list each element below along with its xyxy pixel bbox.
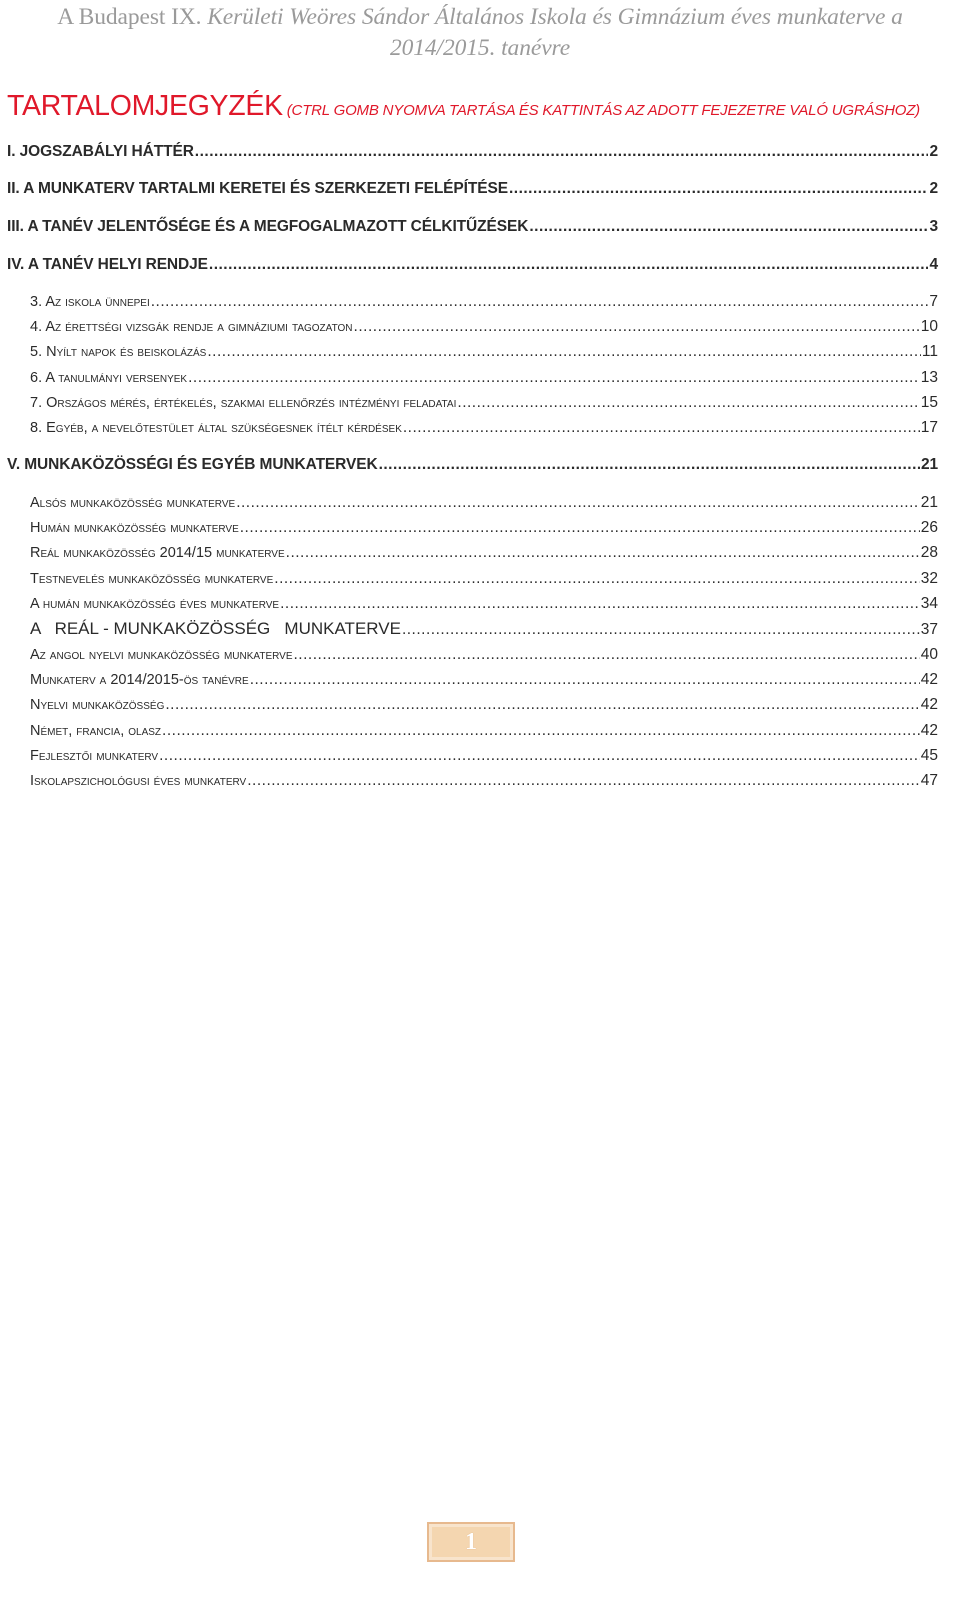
toc-entry-page: 37 (920, 621, 938, 638)
toc-entry-nyelvi-munkakozosseg[interactable] (30, 696, 938, 714)
toc-entry-real-munkakozosseg-2014[interactable] (30, 544, 938, 562)
toc-entry-human-munkakozosseg[interactable] (30, 519, 938, 537)
toc-dot-leader (165, 696, 919, 714)
toc-dot-leader (379, 456, 920, 474)
toc-dot-leader (509, 180, 929, 198)
toc-heading-title: TARTALOMJEGYZÉK (7, 90, 283, 122)
toc-entry-page: 32 (920, 570, 938, 587)
toc-entry-page: 34 (920, 595, 938, 612)
toc-entry-page: 47 (920, 772, 938, 789)
toc-dot-leader (247, 772, 920, 790)
toc-entry-page: 13 (920, 369, 938, 386)
toc-entry-text: Nyelvi munkaközösség (30, 697, 165, 713)
toc-entry-page: 40 (920, 646, 938, 663)
toc-dot-leader (151, 293, 929, 311)
toc-entry-page: 28 (920, 544, 938, 561)
toc-entry-human-eves-munkaterv[interactable] (30, 595, 938, 613)
toc-entry-text: Humán munkaközösség munkaterve (30, 520, 239, 536)
toc-dot-leader (209, 256, 929, 274)
toc-dot-leader (240, 519, 920, 537)
toc-entry-page: 45 (920, 747, 938, 764)
toc-dot-leader (354, 318, 920, 336)
toc-entry-munkaterv-2014-2015[interactable] (30, 671, 938, 689)
toc-entry-text: A humán munkaközösség éves munkaterve (30, 596, 280, 612)
toc-entry-text: 8. Egyéb, a nevelőtestület által szükségesnek ítélt kérdések (30, 420, 402, 436)
toc-entry-page: 42 (920, 696, 938, 713)
toc-entry-page: 15 (920, 394, 938, 411)
toc-entry-text: A REÁL - MUNKAKÖZÖSSÉG MUNKATERVE (30, 619, 401, 638)
toc-dot-leader (159, 747, 920, 765)
toc-entry-nyilt-napok[interactable] (30, 343, 938, 361)
toc-entry-testneveles-munkakozosseg[interactable] (30, 570, 938, 588)
toc-dot-leader (236, 494, 920, 512)
toc-entry-tanulmanyi-versenyek[interactable] (30, 369, 938, 387)
toc-entry-page: 21 (920, 456, 938, 473)
toc-entry-page: 11 (921, 343, 938, 360)
toc-dot-leader (294, 646, 920, 664)
document-header (0, 2, 960, 64)
toc-entry-page: 2 (929, 143, 938, 160)
header-line-1 (0, 2, 960, 33)
toc-entry-page: 10 (920, 318, 938, 335)
toc-entry-page: 17 (920, 419, 938, 436)
toc-entry-text: 6. A tanulmányi versenyek (30, 370, 188, 386)
toc-entry-text: 5. Nyílt napok és beiskolázás (30, 344, 207, 360)
toc-dot-leader (207, 343, 921, 361)
toc-entry-real-munkakozosseg[interactable] (30, 619, 938, 639)
toc-entry-iskola-unnepei[interactable] (30, 293, 938, 311)
toc-entry-text: II. A MUNKATERV TARTALMI KERETEI ÉS SZERKEZETI FELÉPÍTÉSE (7, 180, 508, 197)
toc-entry-page: 42 (920, 722, 938, 739)
toc-entry-alsos-munkakozosseg[interactable] (30, 494, 938, 512)
toc-entry-jogszabalyi-hatter[interactable] (7, 143, 938, 161)
toc-heading (7, 90, 957, 123)
toc-entry-munkakozossegi-munkatervek[interactable] (7, 456, 938, 474)
toc-entry-text: 3. Az iskola ünnepei (30, 294, 150, 310)
toc-entry-nemet-francia-olasz[interactable] (30, 722, 938, 740)
toc-entry-text: V. MUNKAKÖZÖSSÉGI ÉS EGYÉB MUNKATERVEK (7, 456, 378, 473)
page-number-box (427, 1522, 515, 1562)
toc-dot-leader (188, 369, 920, 387)
toc-dot-leader (529, 218, 928, 236)
toc-entry-page: 42 (920, 671, 938, 688)
toc-entry-tanev-jelentosege[interactable] (7, 218, 938, 236)
toc-entry-page: 3 (929, 218, 938, 235)
toc-heading-hint: (CTRL GOMB NYOMVA TARTÁSA ÉS KATTINTÁS AZ ADOTT FEJEZETRE VALÓ UGRÁSHOZ) (282, 102, 920, 119)
toc-entry-text: Német, francia, olasz (30, 723, 162, 739)
toc-entry-text: 7. Országos mérés, értékelés, szakmai ellenőrzés intézményi feladatai (30, 395, 457, 411)
toc-entry-tanev-helyi-rendje[interactable] (7, 256, 938, 274)
header-line-1-start: A Budapest IX. (57, 4, 208, 30)
toc-dot-leader (457, 394, 919, 412)
toc-dot-leader (280, 595, 920, 613)
toc-entry-text: Munkaterv a 2014/2015-ös tanévre (30, 672, 249, 688)
toc-entry-text: Fejlesztői munkaterv (30, 748, 159, 764)
toc-dot-leader (402, 621, 920, 639)
toc-entry-page: 2 (929, 180, 938, 197)
toc-dot-leader (286, 544, 920, 562)
toc-entry-text: Testnevelés munkaközösség munkaterve (30, 571, 274, 587)
toc-entry-page: 21 (920, 494, 938, 511)
toc-dot-leader (250, 671, 920, 689)
toc-entry-orszagos-meres[interactable] (30, 394, 938, 412)
toc-entry-text: Reál munkaközösség 2014/15 munkaterve (30, 545, 285, 561)
toc-entry-page: 26 (920, 519, 938, 536)
header-line-1-rest: Kerületi Weöres Sándor Általános Iskola és Gimnázium éves munkaterve a (207, 4, 903, 30)
toc-entry-fejlesztoi-munkaterv[interactable] (30, 747, 938, 765)
toc-entry-egyeb-kerdesek[interactable] (30, 419, 938, 437)
toc-entry-text: I. JOGSZABÁLYI HÁTTÉR (7, 143, 194, 160)
page-number: 1 (465, 1528, 477, 1555)
toc-entry-text: Iskolapszichológusi éves munkaterv (30, 773, 247, 789)
toc-dot-leader (162, 722, 920, 740)
toc-dot-leader (274, 570, 919, 588)
toc-entry-erettsegi-vizsgak[interactable] (30, 318, 938, 336)
toc-entry-iskolapszichologus[interactable] (30, 772, 938, 790)
toc-entry-text: Az angol nyelvi munkaközösség munkaterve (30, 647, 293, 663)
toc-entry-page: 4 (929, 256, 938, 273)
toc-entry-text: IV. A TANÉV HELYI RENDJE (7, 256, 208, 273)
toc-entry-angol-munkakozosseg[interactable] (30, 646, 938, 664)
toc-dot-leader (403, 419, 920, 437)
toc-entry-page: 7 (929, 293, 938, 310)
toc-dot-leader (195, 143, 929, 161)
toc-entry-text: Alsós munkaközösség munkaterve (30, 495, 236, 511)
toc-entry-text: III. A TANÉV JELENTŐSÉGE ÉS A MEGFOGALMAZOTT CÉLKITŰZÉSEK (7, 218, 529, 235)
toc-entry-munkaterv-keretei[interactable] (7, 180, 938, 198)
header-line-2: 2014/2015. tanévre (389, 35, 571, 61)
toc-entry-text: 4. Az érettségi vizsgák rendje a gimnáziumi tagozaton (30, 319, 353, 335)
